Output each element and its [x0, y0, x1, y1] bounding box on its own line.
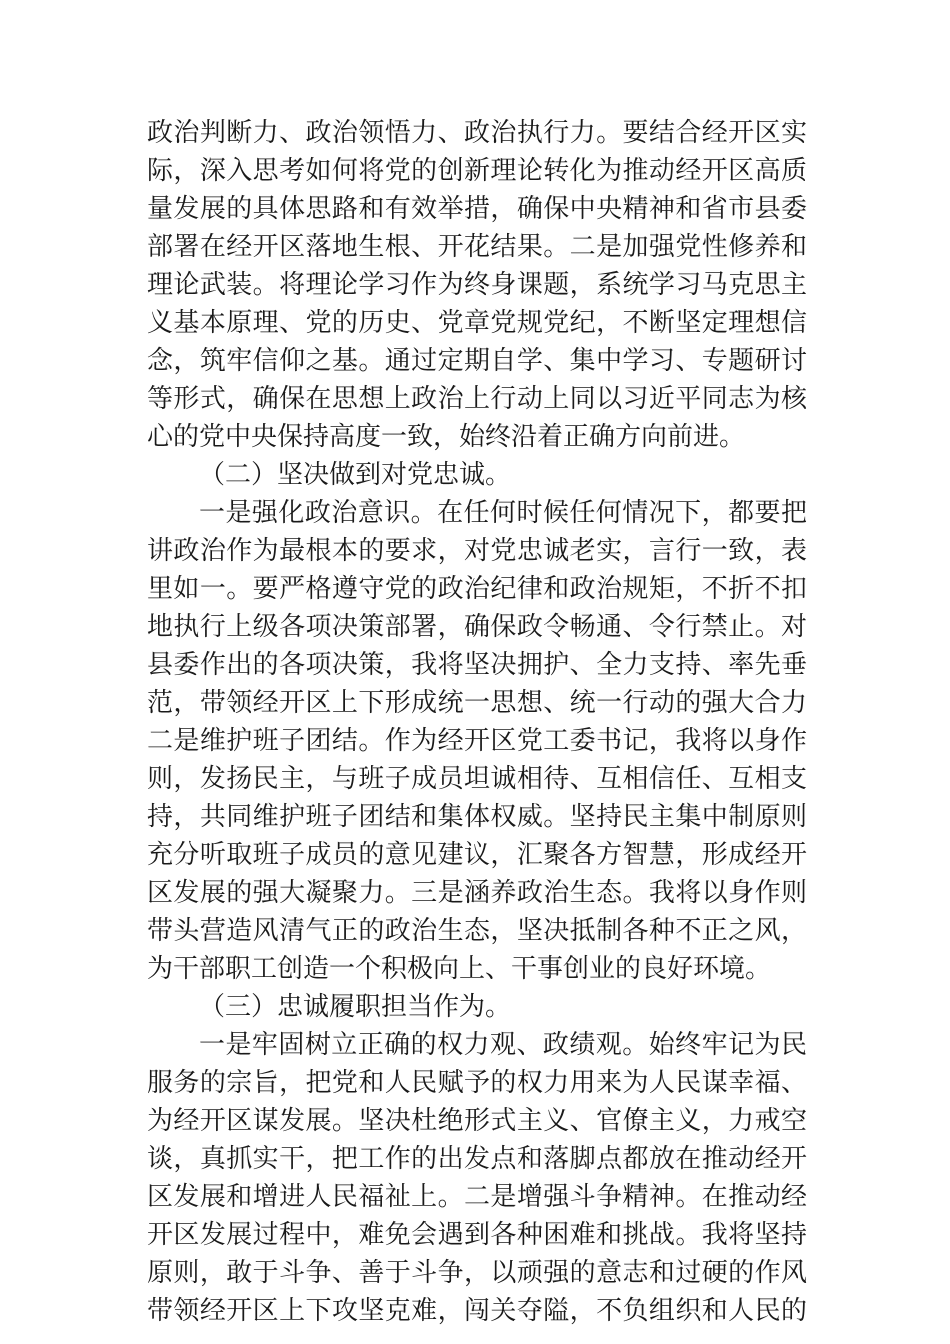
paragraph-2-line: 带头营造风清气正的政治生态，坚决抵制各种不正之风， — [147, 916, 807, 946]
paragraph-3-line: 区发展和增进人民福祉上。二是增强斗争精神。在推动经 — [147, 1182, 807, 1212]
paragraph-2-line: 讲政治作为最根本的要求，对党忠诚老实，言行一致，表 — [147, 536, 807, 566]
paragraph-3-line: 为经开区谋发展。坚决杜绝形式主义、官僚主义，力戒空 — [147, 1106, 807, 1136]
paragraph-1-line: 际，深入思考如何将党的创新理论转化为推动经开区高质 — [147, 156, 807, 186]
paragraph-1-line: 政治判断力、政治领悟力、政治执行力。要结合经开区实 — [147, 118, 807, 148]
paragraph-3-line: 带领经开区上下攻坚克难，闯关夺隘，不负组织和人民的 — [147, 1296, 807, 1326]
paragraph-1-line: 量发展的具体思路和有效举措，确保中央精神和省市县委 — [147, 194, 807, 224]
paragraph-3-line: 服务的宗旨，把党和人民赋予的权力用来为人民谋幸福、 — [147, 1068, 807, 1098]
section-heading-2: （二）坚决做到对党忠诚。 — [199, 460, 512, 490]
paragraph-2-line: 一是强化政治意识。在任何时候任何情况下，都要把 — [199, 498, 807, 528]
paragraph-1-line: 部署在经开区落地生根、开花结果。二是加强党性修养和 — [147, 232, 807, 262]
paragraph-3-line: 开区发展过程中，难免会遇到各种困难和挑战。我将坚持 — [147, 1220, 807, 1250]
paragraph-3-line: 原则，敢于斗争、善于斗争，以顽强的意志和过硬的作风 — [147, 1258, 807, 1288]
paragraph-2-line: 持，共同维护班子团结和集体权威。坚持民主集中制原则 — [147, 802, 807, 832]
paragraph-1-line: 心的党中央保持高度一致，始终沿着正确方向前进。 — [147, 422, 746, 452]
paragraph-1-line: 等形式，确保在思想上政治上行动上同以习近平同志为核 — [147, 384, 807, 414]
paragraph-2-line: 充分听取班子成员的意见建议，汇聚各方智慧，形成经开 — [147, 840, 807, 870]
paragraph-2-line: 地执行上级各项决策部署，确保政令畅通、令行禁止。对 — [147, 612, 807, 642]
paragraph-2-line: 区发展的强大凝聚力。三是涵养政治生态。我将以身作则 — [147, 878, 807, 908]
paragraph-2-line: 县委作出的各项决策，我将坚决拥护、全力支持、率先垂 — [147, 650, 807, 680]
paragraph-1-line: 义基本原理、党的历史、党章党规党纪，不断坚定理想信 — [147, 308, 807, 338]
paragraph-1-line: 念，筑牢信仰之基。通过定期自学、集中学习、专题研讨 — [147, 346, 807, 376]
paragraph-2-line: 则，发扬民主，与班子成员坦诚相待、互相信任、互相支 — [147, 764, 807, 794]
paragraph-2-line: 范，带领经开区上下形成统一思想、统一行动的强大合力 — [147, 688, 807, 718]
paragraph-2-line: 里如一。要严格遵守党的政治纪律和政治规矩，不折不扣 — [147, 574, 807, 604]
paragraph-2-line: 二是维护班子团结。作为经开区党工委书记，我将以身作 — [147, 726, 807, 756]
section-heading-3: （三）忠诚履职担当作为。 — [199, 992, 512, 1022]
paragraph-1-line: 理论武装。将理论学习作为终身课题，系统学习马克思主 — [147, 270, 807, 300]
paragraph-3-line: 谈，真抓实干，把工作的出发点和落脚点都放在推动经开 — [147, 1144, 807, 1174]
paragraph-3-line: 一是牢固树立正确的权力观、政绩观。始终牢记为民 — [199, 1030, 807, 1060]
paragraph-2-line: 为干部职工创造一个积极向上、干事创业的良好环境。 — [147, 954, 772, 984]
